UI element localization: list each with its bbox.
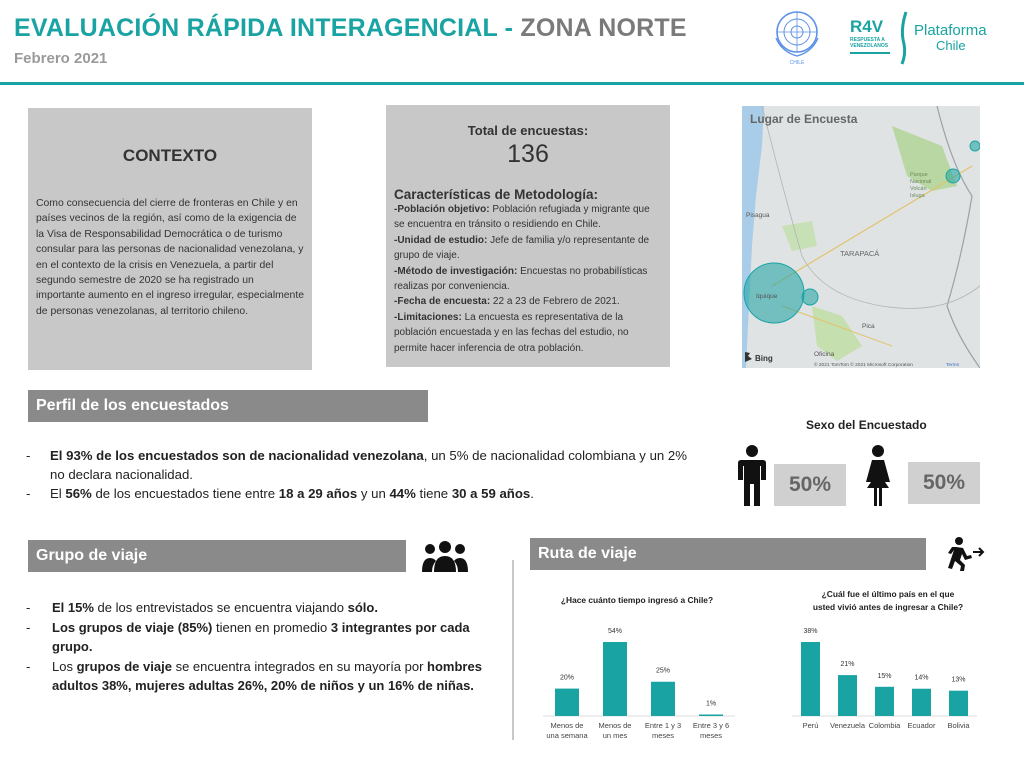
bar-value-label-3: 25% [655,667,671,675]
bar-3 [875,687,894,716]
methodology-item: -Fecha de encuesta: 22 a 23 de Febrero de 2021. [394,296,620,308]
bing-label: Bing [755,354,773,363]
un-logo [768,8,826,66]
map-label: Lugar de Encuesta [750,112,858,126]
methodology-item: -Población objetivo: Población refugiada y migrante que se encuentra en tránsito o residiendo en Chile. [394,204,650,231]
bar-1 [555,689,579,716]
map-place-oficina: Oficina [814,351,835,358]
chile-text: Chile [936,38,966,53]
category-label-4: Ecuador [907,721,936,730]
survey-location-map[interactable] [742,106,980,368]
chart-tiempo-ingreso [535,610,739,746]
r4v-caption-1: RESPUESTA A [850,37,885,43]
bar-value-label-2: 54% [607,628,623,635]
perfil-list [24,446,694,503]
methodology-item: -Unidad de estudio: Jefe de familia y/o representante de grupo de viaje. [394,234,650,262]
chart1-title: ¿Hace cuánto tiempo ingresó a Chile? [560,595,714,605]
female-icon [860,444,896,508]
section-grupo: Grupo de viaje [28,540,406,572]
chart2-title-line2: usted vivió antes de ingresar a Chile? [812,602,964,612]
category-label-1: una semana [546,731,588,740]
list-item: - El 93% de los encuestados son de nacionalidad venezolana, un 5% de nacionalidad colombiana y un 2% no declara nacionalidad. [24,446,694,484]
header-divider [0,82,1024,85]
context-text: Como consecuencia del cierre de fronteras en Chile y en países vecinos de la región, así como de la exigencia de la Visa de Responsabilidad Democrática o de turismo consular para las personas de nacionalidad venezolana, y en el contexto de la crisis en Venezuela, a partir del segundo semestre de 2020 se ha registrado un importante aumento en el ingreso irregular, especialmente de personas venezolanas, al territorio chileno. [36,198,304,317]
un-caption: CHILE [789,60,805,66]
title-zone: ZONA NORTE [520,14,687,42]
section-ruta: Ruta de viaje [530,538,926,570]
map-place-parque-4: Isluga [910,193,925,199]
category-label-3: Colombia [868,721,901,730]
methodology-item: -Limitaciones: La encuesta es representativa de la población encuestada y en las fechas del estudio, no permite hacer inferencia de otra población. [394,311,629,354]
section-perfil: Perfil de los encuestados [28,390,428,422]
list-item: - Los grupos de viaje (85%) tienen en promedio 3 integrantes por cada grupo. [24,618,484,657]
bar-3 [651,682,675,716]
sexo-title: Sexo del Encuestado [806,418,927,432]
category-label-2: Venezuela [829,721,866,730]
category-label-2: Menos de [598,721,632,730]
plataforma-chile-logo [896,10,996,66]
male-icon [734,444,770,508]
r4v-text: R4V [850,17,884,36]
methodology-heading: Características de Metodología: [394,187,599,202]
category-label-5: Bolivia [947,721,970,730]
map-copyright: © 2021 TomTom © 2021 Microsoft Corporation [814,363,913,368]
chart2-title-line1: ¿Cuál fue el último país en el que [821,589,955,599]
list-item: - El 56% de los encuestados tiene entre 18 a 29 años y un 44% tiene 30 a 59 años. [24,484,694,503]
map-place-iquique: Iquique [756,293,778,300]
plataforma-text: Plataforma [914,22,987,39]
context-title: CONTEXTO [122,146,218,165]
page-title [14,14,687,43]
bar-4 [912,689,931,716]
bar-value-label-3: 15% [877,672,892,680]
walking-exit-icon [946,536,986,572]
context-panel [28,108,312,370]
methodology-panel [386,105,670,367]
category-label-4: Entre 3 y 6 [692,721,730,730]
total-surveys-label: Total de encuestas: [467,123,589,138]
bar-5 [949,691,968,716]
category-label-1: Menos de [550,721,584,730]
category-label-4: meses [699,731,723,740]
bar-value-label-2: 21% [840,661,855,669]
group-icon [420,540,470,574]
map-place-parque-2: Nacional [910,179,932,185]
map-place-parque-3: Volcán [910,186,927,192]
map-place-tarapaca: TARAPACÁ [840,249,880,258]
bar-4 [699,715,723,717]
title-main: EVALUACIÓN RÁPIDA INTERAGENCIAL - [14,14,521,42]
bar-value-label-1: 38% [803,628,818,635]
bar-2 [603,642,627,716]
grupo-list [24,598,484,696]
category-label-3: meses [651,731,675,740]
list-item: - Los grupos de viaje se encuentra integrados en su mayoría por hombres adultos 38%, mujeres adultas 26%, 20% de niños y un 16% de niñas. [24,657,484,696]
map-place-parque-1: Parque [910,172,928,178]
divider [512,560,514,740]
list-item: - El 15% de los entrevistados se encuentra viajando sólo. [24,598,484,618]
category-label-2: un mes [602,731,628,740]
category-label-1: Perú [802,721,819,730]
female-percentage: 50% [908,462,980,504]
r4v-caption-2: VENEZOLANOS [850,43,889,49]
male-percentage: 50% [774,464,846,506]
map-terms: Terms [946,363,960,368]
methodology-item: -Método de investigación: Encuestas no probabilísticas realizas por conveniencia. [394,265,648,293]
bar-value-label-1: 20% [559,674,575,682]
bar-1 [801,642,820,716]
bar-2 [838,675,857,716]
map-place-pisagua: Pisagua [746,212,770,219]
total-surveys-value: 136 [507,140,549,168]
report-date: Febrero 2021 [14,50,108,67]
bar-value-label-4: 14% [914,674,929,682]
category-label-3: Entre 1 y 3 [644,721,682,730]
map-place-pica: Pica [862,323,875,330]
bar-value-label-4: 1% [705,700,717,708]
bar-value-label-5: 13% [951,676,966,684]
map-canvas [742,106,980,368]
chart-ultimo-pais [786,610,990,746]
